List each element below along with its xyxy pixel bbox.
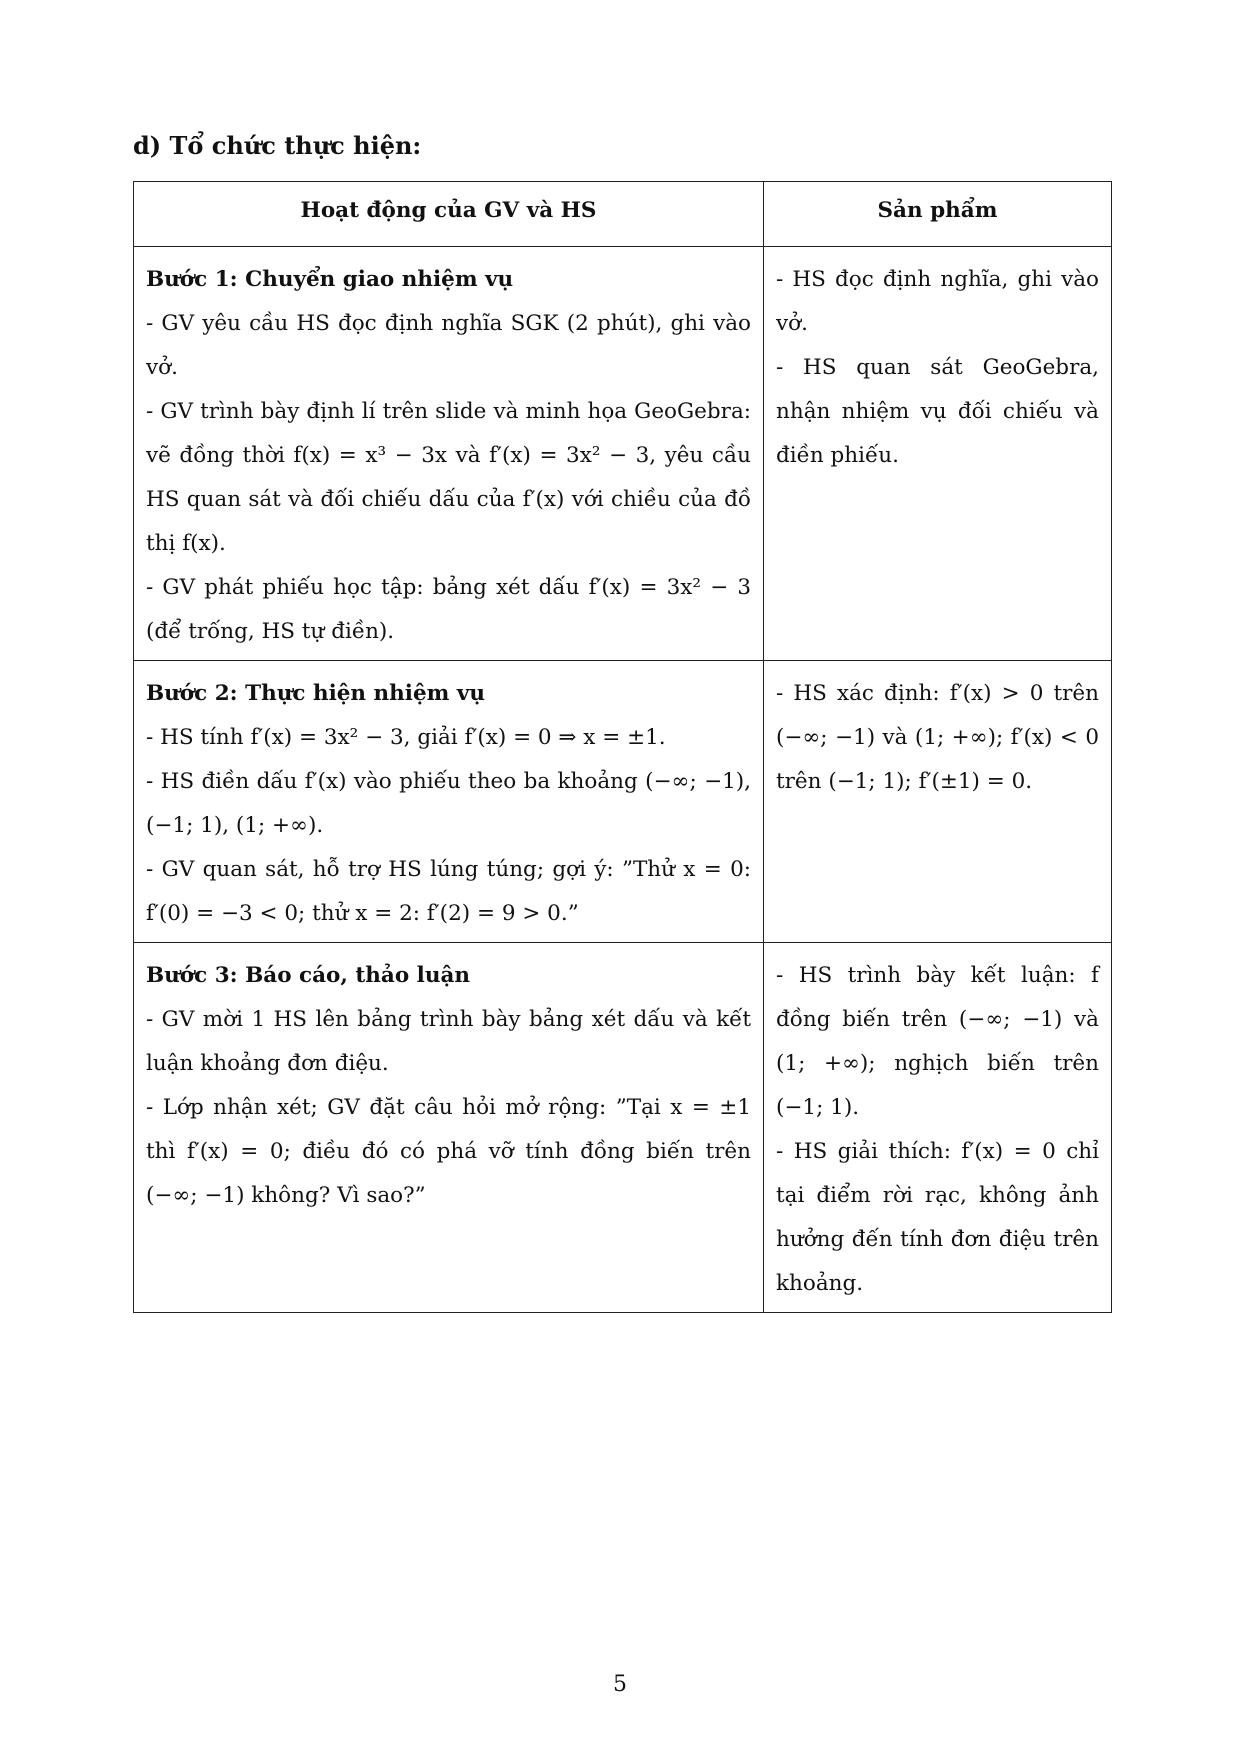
table-row-step-2 — [134, 661, 1112, 943]
step-title: Bước 2: Thực hiện nhiệm vụ — [146, 681, 486, 706]
page-number: 5 — [613, 1672, 627, 1697]
product-line: - HS đọc định nghĩa, ghi vào vở. — [776, 267, 1099, 336]
product-line: - HS trình bày kết luận: f đồng biến trên (−∞; −1) và (1; +∞); nghịch biến trên (−1; 1). — [776, 963, 1099, 1120]
table-row-step-3 — [134, 943, 1112, 1313]
activity-line: - GV phát phiếu học tập: bảng xét dấu f′(x) = 3x² − 3 (để trống, HS tự điền). — [146, 575, 751, 644]
header-activities: Hoạt động của GV và HS — [134, 182, 764, 247]
product-cell — [764, 661, 1112, 943]
activity-cell — [134, 943, 764, 1313]
product-line: - HS xác định: f′(x) > 0 trên (−∞; −1) và (1; +∞); f′(x) < 0 trên (−1; 1); f′(±1) = 0. — [776, 681, 1099, 794]
section-heading: d) Tổ chức thực hiện: — [133, 131, 422, 160]
table-header-row — [134, 182, 1112, 247]
activity-line: - GV quan sát, hỗ trợ HS lúng túng; gợi ý: ”Thử x = 0: f′(0) = −3 < 0; thử x = 2: f′(2) = 9 > 0.” — [146, 857, 751, 926]
activity-line: - GV yêu cầu HS đọc định nghĩa SGK (2 phút), ghi vào vở. — [146, 311, 751, 380]
activity-line: - GV trình bày định lí trên slide và minh họa GeoGebra: vẽ đồng thời f(x) = x³ − 3x và f′(x) = 3x² − 3, yêu cầu HS quan sát và đối chiếu dấu của f′(x) với chiều của đồ thị f(x). — [146, 399, 751, 556]
step-title: Bước 1: Chuyển giao nhiệm vụ — [146, 267, 514, 292]
activity-line: - Lớp nhận xét; GV đặt câu hỏi mở rộng: ”Tại x = ±1 thì f′(x) = 0; điều đó có phá vỡ tính đồng biến trên (−∞; −1) không? Vì sao?” — [146, 1095, 751, 1208]
product-line: - HS quan sát GeoGebra, nhận nhiệm vụ đối chiếu và điền phiếu. — [776, 355, 1099, 468]
header-products: Sản phẩm — [764, 182, 1112, 247]
product-line: - HS giải thích: f′(x) = 0 chỉ tại điểm rời rạc, không ảnh hưởng đến tính đơn điệu trên khoảng. — [776, 1139, 1099, 1296]
product-cell — [764, 943, 1112, 1313]
step-title: Bước 3: Báo cáo, thảo luận — [146, 963, 471, 988]
product-cell — [764, 247, 1112, 661]
activity-line: - HS điền dấu f′(x) vào phiếu theo ba khoảng (−∞; −1), (−1; 1), (1; +∞). — [146, 769, 751, 838]
activity-line: - HS tính f′(x) = 3x² − 3, giải f′(x) = 0 ⇒ x = ±1. — [146, 725, 666, 750]
activity-line: - GV mời 1 HS lên bảng trình bày bảng xét dấu và kết luận khoảng đơn điệu. — [146, 1007, 751, 1076]
activity-cell — [134, 247, 764, 661]
table-row-step-1 — [134, 247, 1112, 661]
activity-cell — [134, 661, 764, 943]
lesson-plan-table — [133, 181, 1112, 1313]
